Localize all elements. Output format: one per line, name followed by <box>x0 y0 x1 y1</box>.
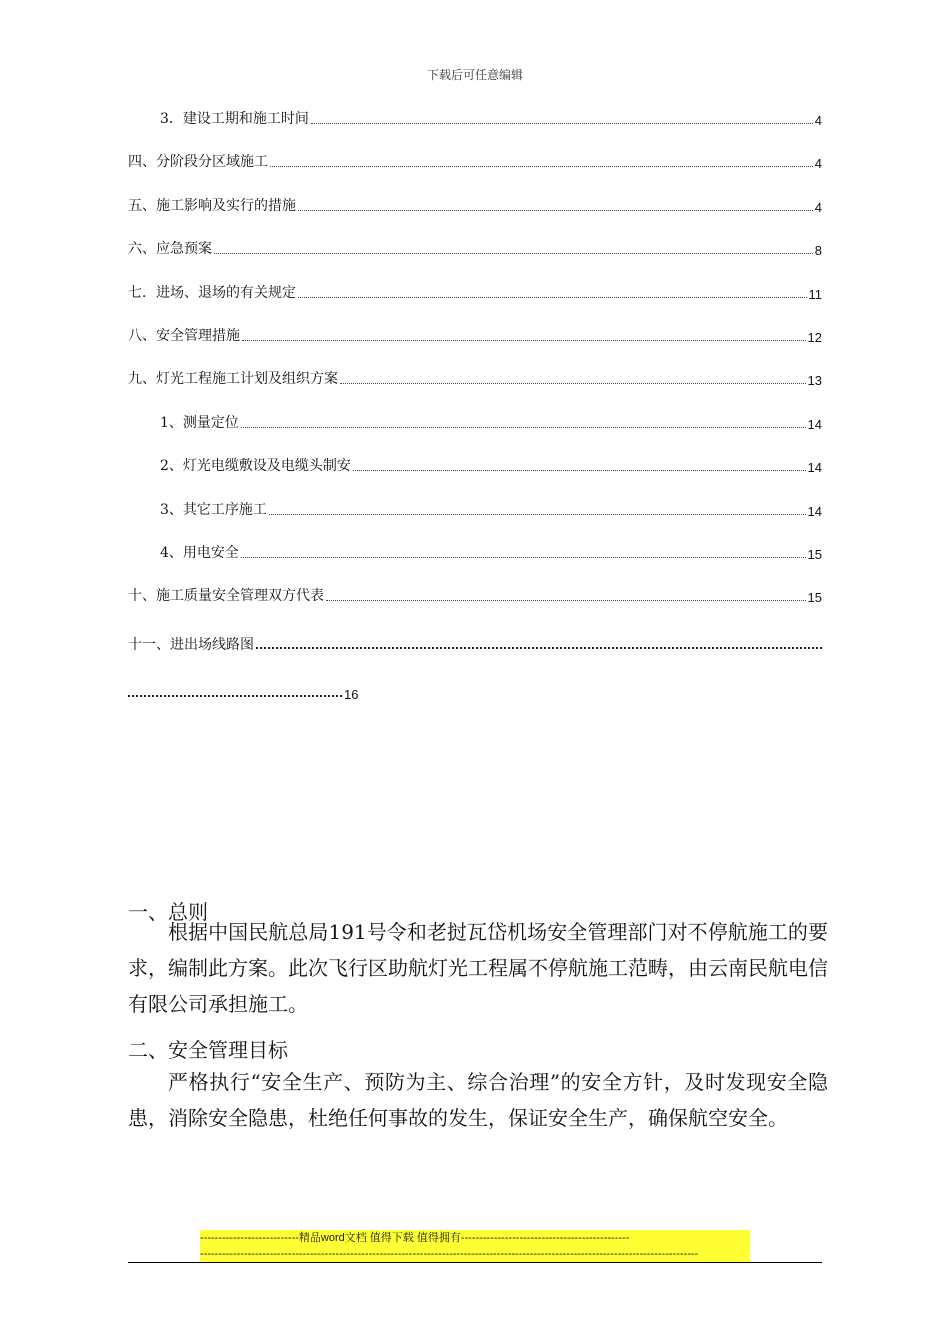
section-heading-safety-goal: 二、安全管理目标 <box>128 1038 288 1062</box>
toc-entry-label: 4、用电安全 <box>160 545 239 561</box>
toc-leader-dots <box>270 165 813 167</box>
toc-entry-page: 12 <box>807 330 822 345</box>
page-header: 下载后可任意编辑 <box>426 68 523 82</box>
toc-leader-dots <box>242 339 806 341</box>
toc-entry[interactable] <box>128 368 822 388</box>
toc-leader-dots <box>128 694 342 697</box>
toc-entry-page: 14 <box>807 460 822 475</box>
toc-entry-page: 14 <box>807 504 822 519</box>
toc-entry-page: 15 <box>807 590 822 605</box>
toc-entry[interactable] <box>160 455 822 475</box>
toc-entry-page: 14 <box>807 417 822 432</box>
toc-entry-page: 4 <box>814 113 822 128</box>
toc-entry-label: 十一、进出场线路图 <box>128 637 254 653</box>
toc-entry-page: 16 <box>344 687 359 702</box>
toc-entry-page: 15 <box>807 547 822 562</box>
section-paragraph-safety-goal: 严格执行“安全生产、预防为主、综合治理”的安全方针，及时发现安全隐患，消除安全隐患，杜绝任何事故的发生，保证安全生产，确保航空安全。 <box>128 1070 828 1130</box>
toc-entry[interactable] <box>128 585 822 605</box>
toc-entry-page: 4 <box>814 200 822 215</box>
toc-leader-dots <box>241 556 806 558</box>
toc-entry-page: 13 <box>807 373 822 388</box>
toc-leader-dots <box>311 122 813 124</box>
toc-entry-page: 11 <box>808 287 822 302</box>
section-heading-general: 一、总则 <box>128 900 208 924</box>
toc-leader-dots <box>340 382 806 384</box>
toc-entry[interactable] <box>160 412 822 432</box>
toc-entry-label: 六、应急预案 <box>128 241 212 257</box>
toc-entry-route-map[interactable] <box>128 632 822 654</box>
footer-banner-dashes: ---------------------------------------------------------------------------------------------------------------------------------------- <box>200 1246 750 1262</box>
toc-entry-label: 十、施工质量安全管理双方代表 <box>128 588 324 604</box>
toc-entry[interactable] <box>128 325 822 345</box>
toc-entry-label: 3．建设工期和施工时间 <box>160 111 309 127</box>
toc-entry-page: 8 <box>814 243 822 258</box>
toc-entry-label: 2、灯光电缆敷设及电缆头制安 <box>160 458 351 474</box>
toc-entry[interactable] <box>160 108 822 128</box>
toc-entry-page: 4 <box>814 156 822 171</box>
toc-leader-dots <box>326 599 806 601</box>
toc-leader-dots <box>214 252 813 254</box>
toc-entry-label: 九、灯光工程施工计划及组织方案 <box>128 371 338 387</box>
footer-banner: ---------------------------精品word文档 值得下载 值得拥有---------------------------------------------- <box>200 1230 750 1246</box>
toc-leader-dots <box>353 469 806 471</box>
toc-entry-label: 四、分阶段分区域施工 <box>128 154 268 170</box>
footer-divider <box>128 1262 822 1263</box>
toc-leader-dots <box>298 209 813 211</box>
toc-entry[interactable] <box>160 499 822 519</box>
toc-leader-dots <box>256 646 822 649</box>
toc-entry-label: 八、安全管理措施 <box>128 328 240 344</box>
toc-entry-label: 七．进场、退场的有关规定 <box>128 285 296 301</box>
toc-entry-label: 1、测量定位 <box>160 415 239 431</box>
toc-entry-route-map-continued[interactable] <box>128 680 358 702</box>
toc-leader-dots <box>241 426 806 428</box>
toc-entry[interactable] <box>160 542 822 562</box>
toc-entry[interactable] <box>128 282 822 302</box>
toc-entry-label: 3、其它工序施工 <box>160 502 267 518</box>
toc-leader-dots <box>269 513 806 515</box>
toc-entry[interactable] <box>128 238 822 258</box>
toc-entry[interactable] <box>128 195 822 215</box>
section-paragraph-general: 根据中国民航总局191号令和老挝瓦岱机场安全管理部门对不停航施工的要求，编制此方案。此次飞行区助航灯光工程属不停航施工范畴，由云南民航电信有限公司承担施工。 <box>128 920 828 1016</box>
toc-entry-label: 五、施工影响及实行的措施 <box>128 198 296 214</box>
toc-entry[interactable] <box>128 151 822 171</box>
toc-leader-dots <box>298 296 807 298</box>
